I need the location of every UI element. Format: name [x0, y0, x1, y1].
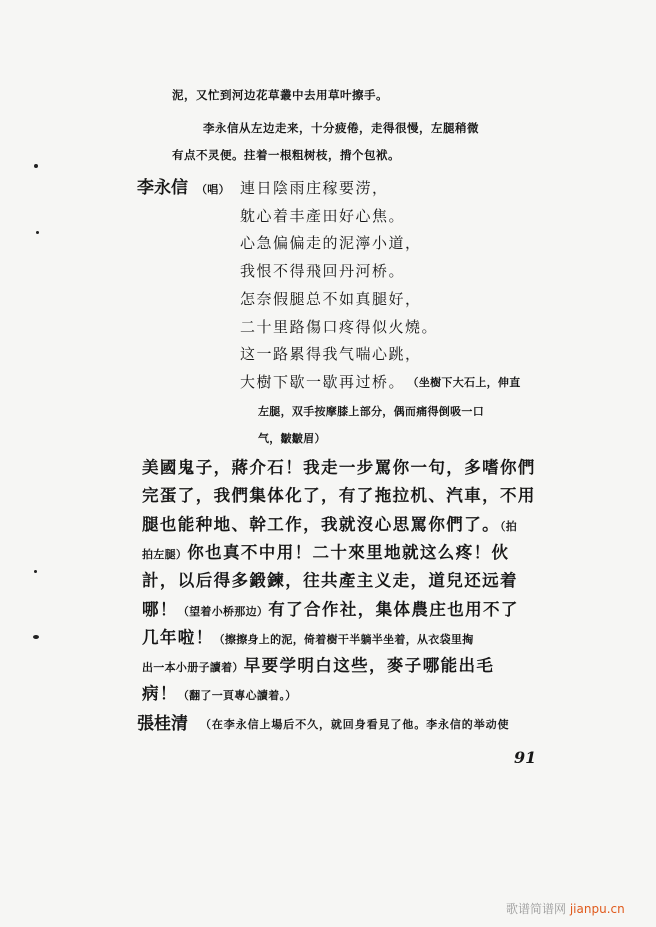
dialogue-text: 腿也能种地、幹工作，我就沒心思罵你們了。 [142, 514, 500, 534]
page-number: 91 [514, 748, 537, 767]
stage-direction: 泥，又忙到河边花草叢中去用草叶擦手。 [172, 88, 388, 102]
scan-speck [34, 164, 38, 168]
watermark-url: jianpu.cn [569, 902, 625, 916]
lyric-text: 二十里路傷口疼得似火燒。 [240, 317, 439, 336]
lyric-text: 我恨不得飛回丹河桥。 [240, 262, 406, 281]
dialogue-line [142, 599, 519, 619]
lyric-text: 躭心着丰產田好心焦。 [240, 206, 406, 225]
stage-direction: 有点不灵便。拄着一根粗树枝，揹个包袱。 [172, 148, 400, 162]
lyric-line [240, 372, 521, 391]
stage-direction: 李永信从左边走来，十分疲倦，走得很慢，左腿稍微 [203, 121, 479, 135]
lyric-line [240, 264, 405, 279]
stage-direction: （在李永信上場后不久，就回身看見了他。李永信的举动使 [200, 718, 510, 731]
lyric-text: 連日陰雨庄稼要涝， [240, 179, 389, 197]
stage-direction: 左腿，双手按摩膝上部分，偶而痛得倒吸一口 [258, 405, 484, 418]
lyric-line [240, 289, 422, 308]
dialogue-text: 計，以后得多鍛鍊，往共產主义走，道兒还远着 [142, 571, 518, 591]
inline-stage-direction: （翻了一頁專心讀着。） [177, 689, 297, 703]
stage-direction: 气，皺皺眉） [258, 432, 326, 445]
dialogue-text: 哪！ [142, 599, 178, 619]
sing-cue: （唱） [196, 183, 230, 196]
scan-speck [36, 231, 39, 234]
speaker-name: 李永信 [137, 178, 188, 198]
lyric-line [240, 236, 422, 251]
dialogue-text: 完蛋了，我們集体化了，有了拖拉机、汽車，不用 [142, 486, 536, 506]
dialogue-text: 你也真不中用！二十來里地就这么疼！伙 [187, 542, 510, 562]
watermark-cn: 歌谱简谱网 [506, 902, 567, 916]
dialogue-text: 几年啦！ [142, 627, 214, 647]
dialogue-line [142, 686, 297, 703]
lyric-line [240, 206, 406, 225]
dialogue-line [142, 542, 510, 562]
scan-speck [34, 570, 37, 573]
lyric-line [240, 181, 389, 196]
lyric-text: 大樹下歇一歇再过桥。 [240, 372, 406, 391]
watermark [506, 900, 625, 917]
inline-stage-direction: （望着小桥那边） [177, 604, 269, 618]
lyric-line [240, 347, 422, 362]
dialogue-text: 有了合作社，集体農庄也用不了 [268, 599, 519, 619]
inline-stage-direction: （拍 [500, 519, 518, 533]
inline-stage-direction: 拍左腿） [142, 547, 188, 561]
lyric-text: 怎奈假腿总不如真腿好， [240, 289, 422, 308]
dialogue-line [142, 658, 494, 675]
speaker-name: 張桂清 [137, 714, 188, 734]
dialogue-text: 早要学明白这些，麥子哪能出毛 [243, 656, 495, 676]
dialogue-line [142, 460, 536, 477]
scan-speck [33, 635, 39, 639]
dialogue-text: 美國鬼子，蔣介石！我走一步罵你一句，多嗜你們 [142, 458, 536, 477]
lyric-line [240, 317, 439, 336]
dialogue-line [142, 627, 474, 647]
stage-direction: （坐樹下大石上，伸直 [413, 375, 521, 389]
dialogue-text: 病！ [142, 684, 178, 704]
dialogue-line [142, 573, 518, 590]
inline-stage-direction: 出一本小册子讀着） [142, 661, 244, 675]
dialogue-line [142, 514, 518, 534]
dialogue-line [142, 488, 536, 505]
inline-stage-direction: （擦擦身上的泥，倚着樹干半躺半坐着，从衣袋里掏 [213, 632, 474, 646]
lyric-text: 心急偏偏走的泥濘小道， [240, 234, 422, 253]
lyric-text: 这一路累得我气喘心跳， [240, 345, 422, 364]
